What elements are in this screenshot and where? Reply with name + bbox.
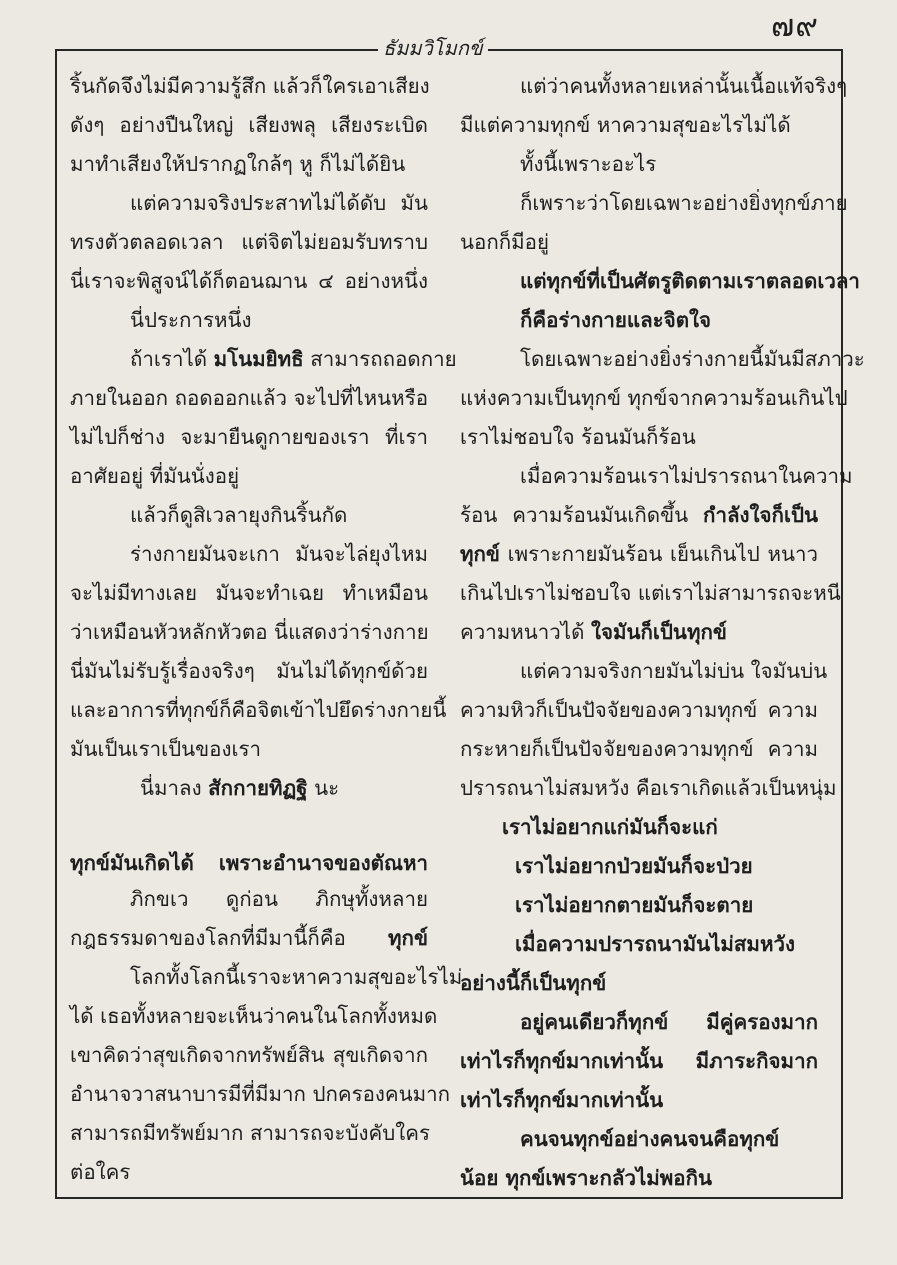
text-line: นี่มันไม่รับรู้เรื่องจริงๆ มันไม่ได้ทุกข์ด้วย [70,659,428,683]
term-manomayiddhi: มโนมยิทธิ [213,347,304,371]
text-line: เราไม่ชอบใจ ร้อนมันก็ร้อน [460,425,696,449]
text-line: แต่ความจริงประสาทไม่ได้ดับ มัน [130,191,428,215]
text-line: นี่เราจะพิสูจน์ได้ก็ตอนฌาน ๔ อย่างหนึ่ง [70,269,428,293]
text-line: ไม่ไปก็ช่าง จะมายืนดูกายของเรา ที่เรา [70,425,428,449]
text-line: ปรารถนาไม่สมหวัง คือเราเกิดแล้วเป็นหนุ่ม [460,776,837,800]
text-line: มันเป็นเราเป็นของเรา [70,737,261,761]
text-line [140,772,428,804]
text-line: เท่าไรก็ทุกข์มากเท่านั้น [460,1088,664,1112]
text-line: อยู่คนเดียวก็ทุกข์ มีคู่ครองมาก [520,1010,818,1034]
text-line: ได้ เธอทั้งหลายจะเห็นว่าคนในโลกทั้งหมด [70,1004,438,1028]
text-segment: สามารถถอดกาย [303,347,457,371]
bold-phrase: กำลังใจก็เป็น [703,503,818,527]
text-segment: นี่มาลง [140,776,209,800]
text-line: โดยเฉพาะอย่างยิ่งร่างกายนี้มันมีสภาวะ [520,347,865,371]
text-line: ความหิวก็เป็นปัจจัยของความทุกข์ ความ [460,698,818,722]
text-line: กระหายก็เป็นปัจจัยของความทุกข์ ความ [460,737,818,761]
text-line: อำนาจวาสนาบารมีที่มีมาก ปกครองคนมาก [70,1082,451,1106]
text-line: มาทำเสียงให้ปรากฏใกล้ๆ หู ก็ไม่ได้ยิน [70,152,406,176]
text-line: จะไม่มีทางเลย มันจะทำเฉย ทำเหมือน [70,581,428,605]
bold-phrase: ทุกข์ [460,542,500,566]
text-line: และอาการที่ทุกข์ก็คือจิตเข้าไปยึดร่างกายนี้ [70,698,447,722]
text-segment: กฎธรรมดาของโลกที่มีมานี้ก็คือ [70,926,389,950]
text-line: ภายในออก ถอดออกแล้ว จะไปที่ไหนหรือ [70,386,429,410]
term-sakkaya-ditthi: สักกายทิฏฐิ [208,776,308,800]
text-line: อย่างนี้ก็เป็นทุกข์ [460,971,607,995]
text-line: แห่งความเป็นทุกข์ ทุกข์จากความร้อนเกินไป [460,386,848,410]
section-heading: ทุกข์มันเกิดได้ เพราะอำนาจของตัณหา [70,851,428,875]
text-line: อาศัยอยู่ ที่มันนั่งอยู่ [70,464,240,488]
text-line: เราไม่อยากป่วยมันก็จะป่วย [515,854,753,878]
text-line: นี่ประการหนึ่ง [130,308,252,332]
text-segment: ร้อน ความร้อนมันเกิดขึ้น [460,503,704,527]
text-line: เขาคิดว่าสุขเกิดจากทรัพย์สิน สุขเกิดจาก [70,1043,428,1067]
text-line [70,922,428,954]
text-line: คนจนทุกข์อย่างคนจนคือทุกข์ [520,1127,780,1151]
text-line: ว่าเหมือนหัวหลักหัวตอ นี่แสดงว่าร่างกาย [70,620,429,644]
bold-phrase: ใจมันก็เป็นทุกข์ [590,620,727,644]
text-line [130,343,457,375]
text-line: โลกทั้งโลกนี้เราจะหาความสุขอะไรไม่ [130,965,463,989]
text-line: เมื่อความปรารถนามันไม่สมหวัง [515,932,795,956]
text-line: เมื่อความร้อนเราไม่ปรารถนาในความ [520,464,853,488]
text-line: ทรงตัวตลอดเวลา แต่จิตไม่ยอมรับทราบ [70,230,428,254]
text-line: ร่างกายมันจะเกา มันจะไล่ยุงไหม [130,542,428,566]
text-line [460,499,818,531]
text-line: สามารถมีทรัพย์มาก สามารถจะบังคับใคร [70,1121,430,1145]
text-line: ต่อใคร [70,1160,131,1184]
text-line: ริ้นกัดจึงไม่มีความรู้สึก แล้วก็ใครเอาเสียง [70,74,430,98]
text-line: มีแต่ความทุกข์ หาความสุขอะไรไม่ได้ [460,113,791,137]
text-line: แต่ความจริงกายมันไม่บ่น ใจมันบ่น [520,659,828,683]
text-line: ก็คือร่างกายและจิตใจ [520,308,712,332]
text-line [460,616,818,648]
text-line: ก็เพราะว่าโดยเฉพาะอย่างยิ่งทุกข์ภาย [520,191,848,215]
text-segment: เพราะกายมันร้อน เย็นเกินไป หนาว [499,542,818,566]
text-line: แล้วก็ดูสิเวลายุงกินริ้นกัด [130,503,348,527]
text-line: ภิกขเว ดูก่อน ภิกษุทั้งหลาย [130,887,428,911]
text-line: ดังๆ อย่างปืนใหญ่ เสียงพลุ เสียงระเบิด [70,113,428,137]
header-title: ธัมมวิโมกข์ [378,33,488,63]
text-line: น้อย ทุกข์เพราะกลัวไม่พอกิน [460,1166,713,1190]
text-segment: ความหนาวได้ [460,620,591,644]
text-line: เราไม่อยากตายมันก็จะตาย [515,893,754,917]
text-line: เท่าไรก็ทุกข์มากเท่านั้น มีภาระกิจมาก [460,1049,818,1073]
text-line [460,538,818,570]
text-line: แต่ทุกข์ที่เป็นศัตรูติดตามเราตลอดเวลา [520,269,860,293]
term-dukkha: ทุกข์ [388,926,428,950]
page-number: ๗๙ [770,8,819,44]
text-line: เกินไปเราไม่ชอบใจ แต่เราไม่สามารถจะหนี [460,581,841,605]
text-line: แต่ว่าคนทั้งหลายเหล่านั้นเนื้อแท้จริงๆ [520,74,848,98]
text-line: ทั้งนี้เพราะอะไร [520,152,657,176]
text-line: เราไม่อยากแก่มันก็จะแก่ [502,815,718,839]
text-line: นอกก็มีอยู่ [460,230,549,254]
text-segment: ถ้าเราได้ [130,347,214,371]
text-segment: นะ [307,776,340,800]
